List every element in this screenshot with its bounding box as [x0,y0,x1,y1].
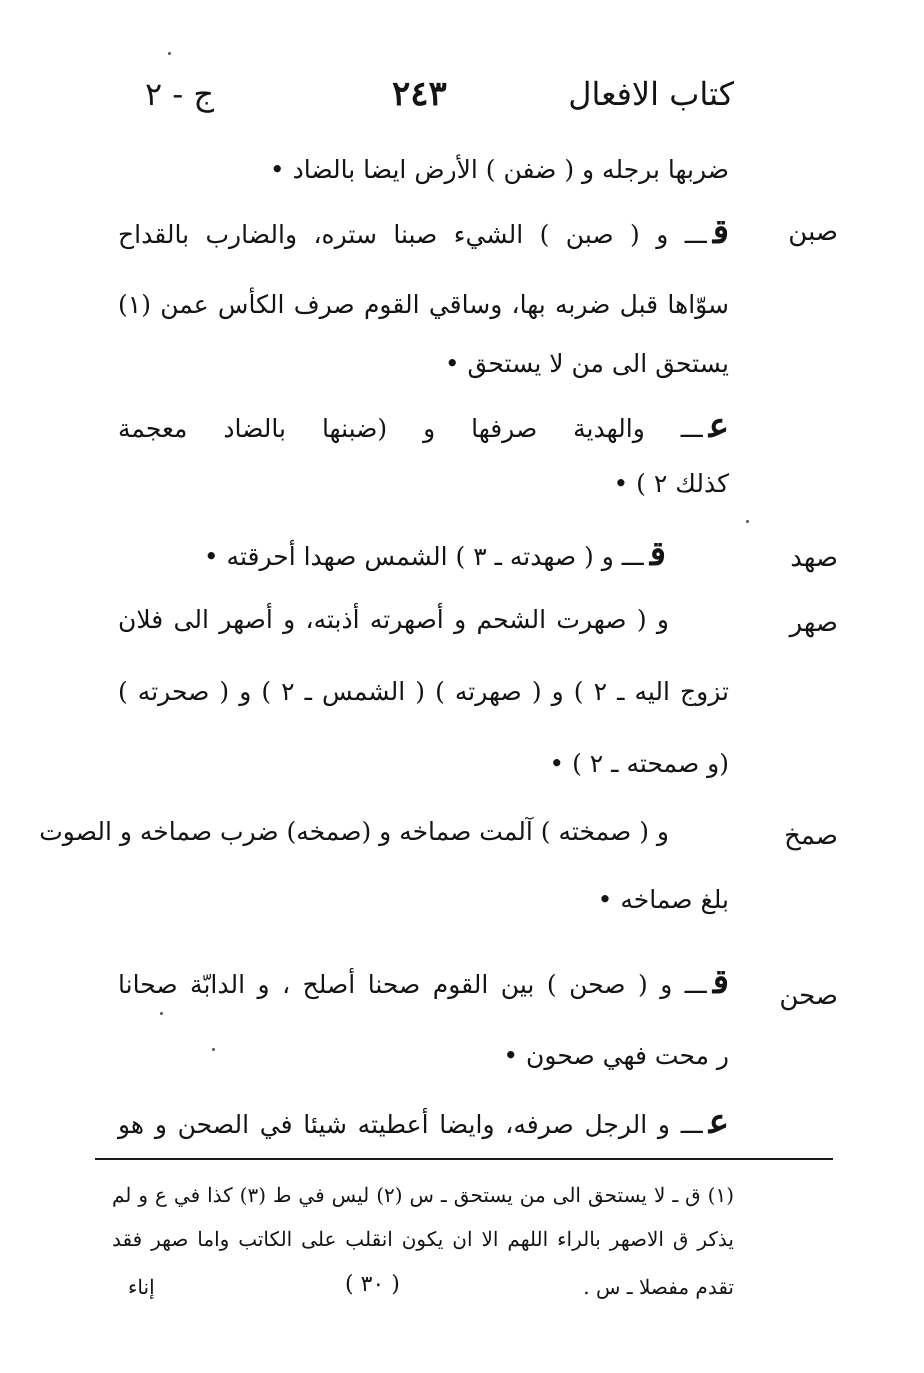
page-number: ٢٤٣ [392,74,447,114]
text-line [118,406,729,449]
line-text: يستحق الى من لا يستحق • [444,349,729,378]
line-text: ـــ و ( صبن ) الشيء صبنا ستره، والضارب بالقداح [118,220,707,249]
text-line [445,344,729,384]
text-line [118,1102,729,1145]
root-word: صهر [789,608,838,638]
line-text: ـــ و ( صهدته ـ ٣ ) الشمس صهدا أحرقته • [203,542,644,571]
line-text: تزوج اليه ـ ٢ ) و ( صهرته ) ( الشمس ـ ٢ ) و ( صحرته ) [118,677,729,706]
text-line [503,1036,729,1076]
footnote-line: تقدم مفصلا ـ س . [583,1275,734,1299]
root-word: صمخ [784,821,838,851]
text-line [613,464,729,504]
footnote-line: (١) ق ـ لا يستحق الى من يستحق ـ س (٢) ليس في ط (٣) كذا في ع و لم [112,1183,734,1207]
footnote-line: يذكر ق الاصهر بالراء اللهم الا ان يكون انقلب على الكاتب واما صهر فقد [112,1227,734,1251]
volume-label: ج - ٢ [145,75,214,113]
line-text: ر محت فهي صحون • [503,1041,729,1070]
catchword: إناء [128,1275,155,1299]
line-text: (و صمحته ـ ٢ ) • [549,749,729,778]
source-abbreviation: ع [708,406,729,446]
folio-number: ( ٣٠ ) [345,1272,400,1297]
text-line [598,880,729,920]
line-text: و ( صمخته ) آلمت صماخه و (صمخه) ضرب صماخه و الصوت [39,817,669,846]
source-abbreviation: ع [708,1102,729,1142]
line-text: ضربها برجله و ( ضفن ) الأرض ايضا بالضاد • [269,155,729,184]
line-text: كذلك ٢ ) • [613,469,729,498]
footnote-divider [95,1158,833,1160]
text-line [270,150,729,190]
line-text: ـــ و الرجل صرفه، وايضا أعطيته شيئا في الصحن و هو [118,1110,703,1139]
source-abbreviation: ق [712,962,729,1002]
root-word: صهد [790,543,838,573]
line-text: ـــ والهدية صرفها و (ضبنها بالضاد معجمة [118,414,703,443]
text-line [39,812,669,852]
text-line [118,285,729,325]
source-abbreviation: ق [712,212,729,252]
root-word: صحن [779,981,838,1011]
text-line [118,962,729,1005]
source-abbreviation: ق [649,534,666,574]
text-line [118,212,729,255]
line-text: بلغ صماخه • [597,885,729,914]
text-line [204,534,666,577]
text-line [118,672,729,712]
text-line [118,600,669,640]
line-text: و ( صهرت الشحم و أصهرته أذبته، و أصهر الى فلان [118,605,669,634]
running-title: كتاب الافعال [568,75,734,113]
line-text: ـــ و ( صحن ) بين القوم صحنا أصلح ، و الدابّة صحانا [118,970,707,999]
line-text: سوّاها قبل ضربه بها، وساقي القوم صرف الكأس عمن (١) [118,290,729,319]
root-word: صبن [788,217,838,247]
scan-speck [160,1012,163,1015]
text-line [549,744,729,784]
scan-speck [168,52,171,55]
scan-speck [212,1048,215,1051]
scan-speck [746,520,749,523]
